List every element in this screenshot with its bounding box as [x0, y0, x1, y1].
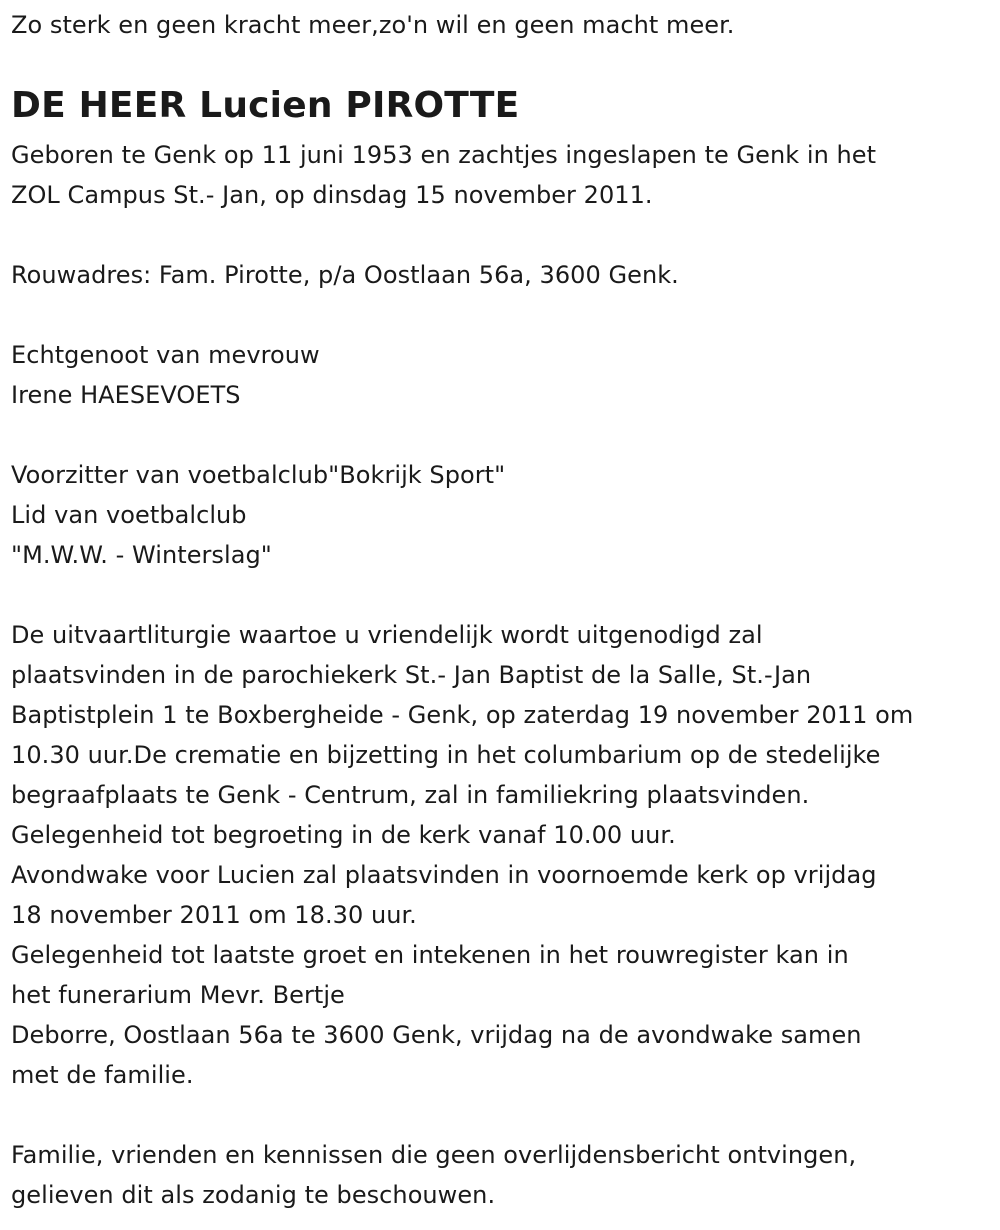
ceremony-line: De uitvaartliturgie waartoe u vriendelijk wordt uitgenodigd zal [11, 621, 763, 649]
ceremony-line: 18 november 2011 om 18.30 uur. [11, 901, 417, 929]
closing-line: gelieven dit als zodanig te beschouwen. [11, 1181, 496, 1209]
closing-paragraph [11, 1135, 856, 1215]
ceremony-line: Gelegenheid tot laatste groet en intekenen in het rouwregister kan in [11, 941, 849, 969]
ceremony-line: plaatsvinden in de parochiekerk St.- Jan Baptist de la Salle, St.-Jan [11, 661, 812, 689]
closing-line: Familie, vrienden en kennissen die geen overlijdensbericht ontvingen, [11, 1141, 857, 1169]
birth-death-line: Geboren te Genk op 11 juni 1953 en zachtjes ingeslapen te Genk in het [11, 141, 877, 169]
club-line: Lid van voetbalclub [11, 501, 247, 529]
birth-death-line: ZOL Campus St.- Jan, op dinsdag 15 november 2011. [11, 181, 653, 209]
ceremony-line: begraafplaats te Genk - Centrum, zal in familiekring plaatsvinden. [11, 781, 810, 809]
ceremony-line: met de familie. [11, 1061, 194, 1089]
ceremony-line: Gelegenheid tot begroeting in de kerk vanaf 10.00 uur. [11, 821, 676, 849]
mourning-address-line: Rouwadres: Fam. Pirotte, p/a Oostlaan 56a, 3600 Genk. [11, 261, 679, 289]
birth-death-paragraph [11, 135, 876, 215]
spouse-line: Irene HAESEVOETS [11, 381, 241, 409]
club-line: Voorzitter van voetbalclub"Bokrijk Sport" [11, 461, 506, 489]
mourning-address-paragraph [11, 255, 679, 295]
ceremony-line: Avondwake voor Lucien zal plaatsvinden in voornoemde kerk op vrijdag [11, 861, 877, 889]
ceremony-line: Deborre, Oostlaan 56a te 3600 Genk, vrijdag na de avondwake samen [11, 1021, 862, 1049]
spouse-line: Echtgenoot van mevrouw [11, 341, 320, 369]
ceremony-paragraph [11, 615, 913, 1095]
ceremony-line: Baptistplein 1 te Boxbergheide - Genk, op zaterdag 19 november 2011 om [11, 701, 914, 729]
ceremony-line: 10.30 uur.De crematie en bijzetting in het columbarium op de stedelijke [11, 741, 881, 769]
club-paragraph [11, 455, 505, 575]
ceremony-line: het funerarium Mevr. Bertje [11, 981, 345, 1009]
spouse-paragraph [11, 335, 320, 415]
motto-text: Zo sterk en geen kracht meer,zo'n wil en geen macht meer. [11, 11, 735, 39]
club-line: "M.W.W. - Winterslag" [11, 541, 272, 569]
deceased-name-title: DE HEER Lucien PIROTTE [11, 85, 520, 126]
